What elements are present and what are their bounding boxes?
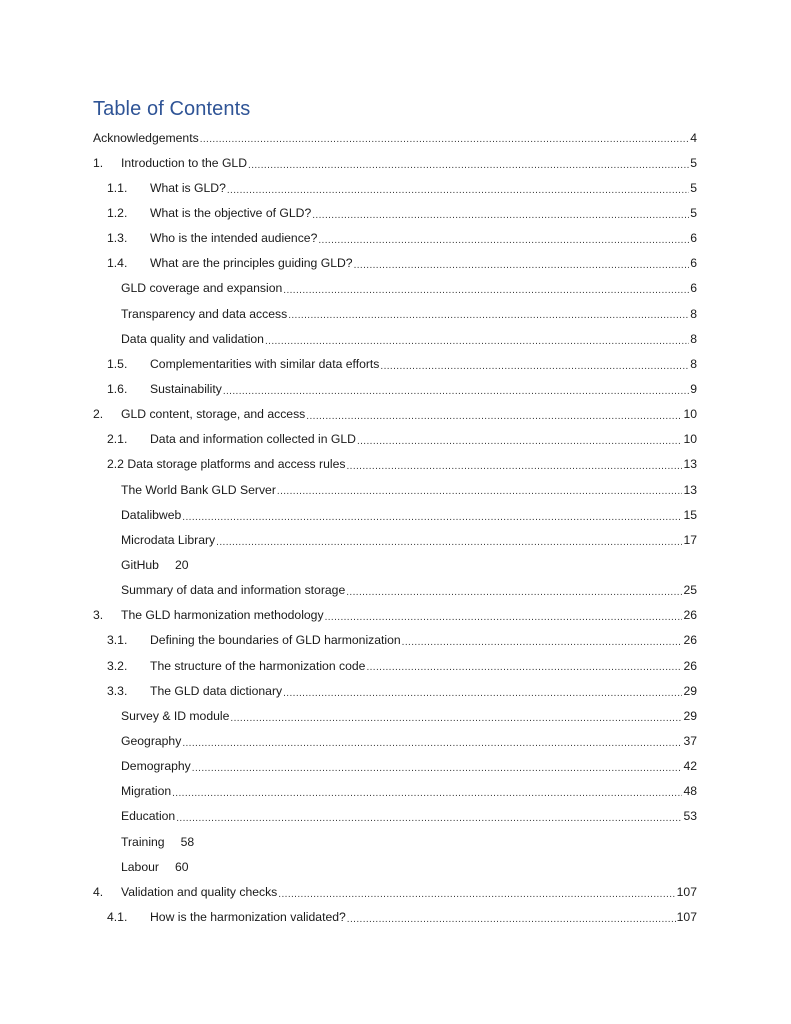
toc-entry-title: Geography <box>121 733 182 748</box>
dot-leader <box>192 761 683 773</box>
dot-leader <box>223 384 689 396</box>
toc-entry[interactable] <box>93 628 697 653</box>
dot-leader <box>182 736 682 748</box>
dot-leader <box>278 887 675 899</box>
toc-entry-title: Datalibweb <box>121 507 182 522</box>
toc-entry-page-number: 26 <box>683 608 697 623</box>
toc-entry-title: Education <box>121 809 176 824</box>
toc-entry[interactable] <box>93 728 697 753</box>
toc-entry-page-number: 4 <box>690 130 697 145</box>
toc-entry[interactable] <box>93 804 697 829</box>
toc-entry-title: Survey & ID module <box>121 708 230 723</box>
dot-leader <box>346 585 682 597</box>
toc-entry-number: 2. <box>93 407 104 422</box>
toc-entry[interactable] <box>93 175 697 200</box>
toc-entry-page-number: 26 <box>683 658 697 673</box>
toc-entry-title: Introduction to the GLD <box>121 155 248 170</box>
dot-leader <box>306 409 682 421</box>
toc-entry-title: Defining the boundaries of GLD harmonization <box>150 633 401 648</box>
toc-entry-number: 3.3. <box>107 683 128 698</box>
toc-entry[interactable] <box>93 301 697 326</box>
toc-entry[interactable] <box>93 653 697 678</box>
toc-entry-title: GLD coverage and expansion <box>121 281 283 296</box>
toc-entry-title: What are the principles guiding GLD? <box>150 256 353 271</box>
dot-leader <box>357 434 682 446</box>
toc-entry[interactable] <box>93 351 697 376</box>
toc-entry[interactable] <box>93 603 697 628</box>
toc-entry-page-number: 5 <box>690 205 697 220</box>
toc-entry[interactable] <box>93 829 697 854</box>
dot-leader <box>346 459 682 471</box>
toc-entry-page-number: 5 <box>690 180 697 195</box>
toc-entry[interactable] <box>93 427 697 452</box>
toc-entry-page-number: 60 <box>174 859 189 874</box>
toc-entry[interactable] <box>93 125 697 150</box>
toc-entry-title: What is the objective of GLD? <box>150 205 312 220</box>
toc-entry-title: Validation and quality checks <box>121 884 278 899</box>
dot-leader <box>402 635 683 647</box>
toc-entry[interactable] <box>93 703 697 728</box>
toc-entry-title: Demography <box>121 759 191 774</box>
toc-entry-title: Acknowledgements <box>93 130 199 145</box>
toc-entry-page-number: 26 <box>683 633 697 648</box>
toc-entry-page-number: 9 <box>690 381 697 396</box>
toc-entry-page-number: 29 <box>683 683 697 698</box>
toc-entry-title: 2.2 Data storage platforms and access rules <box>107 457 346 472</box>
toc-entry[interactable] <box>93 502 697 527</box>
dot-leader <box>216 535 682 547</box>
toc-entry[interactable] <box>93 251 697 276</box>
toc-entry-title: Complementarities with similar data efforts <box>150 356 380 371</box>
toc-entry-number: 4. <box>93 884 104 899</box>
dot-leader <box>230 711 682 723</box>
toc-entry-title: Training <box>121 834 165 849</box>
toc-entry-page-number: 13 <box>683 457 697 472</box>
toc-entry-page-number: 29 <box>683 708 697 723</box>
toc-entry-title: The structure of the harmonization code <box>150 658 366 673</box>
dot-leader <box>248 158 689 170</box>
dot-leader <box>325 610 683 622</box>
toc-entry-page-number: 13 <box>683 482 697 497</box>
toc-entry[interactable] <box>93 552 697 577</box>
toc-entry-page-number: 8 <box>690 306 697 321</box>
toc-entry[interactable] <box>93 527 697 552</box>
toc-entry[interactable] <box>93 879 697 904</box>
toc-entry-number: 4.1. <box>107 909 128 924</box>
dot-leader <box>354 258 690 270</box>
toc-entry[interactable] <box>93 276 697 301</box>
toc-entry-page-number: 10 <box>683 432 697 447</box>
toc-entry-page-number: 53 <box>683 809 697 824</box>
toc-entry-page-number: 15 <box>683 507 697 522</box>
toc-entry-title: Sustainability <box>150 381 222 396</box>
toc-entry[interactable] <box>93 452 697 477</box>
toc-entry[interactable] <box>93 200 697 225</box>
toc-entry[interactable] <box>93 779 697 804</box>
toc-entry-title: Migration <box>121 784 172 799</box>
toc-entry-page-number: 17 <box>683 532 697 547</box>
toc-entry-page-number: 8 <box>690 331 697 346</box>
toc-entry-page-number: 48 <box>683 784 697 799</box>
dot-leader <box>380 359 689 371</box>
toc-entry-number: 1.5. <box>107 356 128 371</box>
toc-entry-title: The GLD harmonization methodology <box>121 608 324 623</box>
dot-leader <box>283 283 689 295</box>
toc-entry-number: 1.3. <box>107 231 128 246</box>
toc-entry-title: The GLD data dictionary <box>150 683 283 698</box>
toc-entry-number: 1.1. <box>107 180 128 195</box>
toc-entry[interactable] <box>93 226 697 251</box>
dot-leader <box>312 208 689 220</box>
toc-entry-page-number: 25 <box>683 583 697 598</box>
toc-entry-number: 3. <box>93 608 104 623</box>
dot-leader <box>227 183 689 195</box>
toc-entry-number: 3.2. <box>107 658 128 673</box>
dot-leader <box>318 233 689 245</box>
toc-entry[interactable] <box>93 326 697 351</box>
dot-leader <box>366 660 682 672</box>
toc-entry-title: Summary of data and information storage <box>121 583 346 598</box>
toc-entry[interactable] <box>93 477 697 502</box>
toc-entry-page-number: 37 <box>683 733 697 748</box>
toc-entry-title: The World Bank GLD Server <box>121 482 276 497</box>
toc-entry[interactable] <box>93 578 697 603</box>
toc-entry-page-number: 5 <box>690 155 697 170</box>
toc-entry-page-number: 6 <box>690 256 697 271</box>
toc-entry[interactable] <box>93 376 697 401</box>
toc-entry-number: 1.2. <box>107 205 128 220</box>
toc-entry-title: How is the harmonization validated? <box>150 909 346 924</box>
toc-entry[interactable] <box>93 678 697 703</box>
toc-entry-title: Labour <box>121 859 159 874</box>
toc-entry-title: Data quality and validation <box>121 331 264 346</box>
dot-leader <box>283 686 682 698</box>
toc-entry-number: 1.4. <box>107 256 128 271</box>
table-of-contents <box>93 125 697 930</box>
dot-leader <box>288 308 689 320</box>
dot-leader <box>200 132 690 144</box>
toc-entry-page-number: 58 <box>180 834 195 849</box>
toc-entry-page-number: 20 <box>174 557 189 572</box>
toc-entry-page-number: 10 <box>683 407 697 422</box>
toc-entry-page-number: 6 <box>690 281 697 296</box>
toc-entry-page-number: 107 <box>676 884 697 899</box>
dot-leader <box>277 484 683 496</box>
toc-entry-number: 2.1. <box>107 432 128 447</box>
toc-entry-page-number: 42 <box>683 759 697 774</box>
toc-entry-page-number: 6 <box>690 231 697 246</box>
toc-entry[interactable] <box>93 904 697 929</box>
toc-entry-page-number: 8 <box>690 356 697 371</box>
toc-entry[interactable] <box>93 854 697 879</box>
dot-leader <box>265 334 689 346</box>
toc-entry-title: Microdata Library <box>121 532 216 547</box>
dot-leader <box>347 912 676 924</box>
toc-heading: Table of Contents <box>93 98 251 120</box>
toc-entry-title: GLD content, storage, and access <box>121 407 306 422</box>
toc-entry-page-number: 107 <box>676 909 697 924</box>
toc-entry-title: Who is the intended audience? <box>150 231 318 246</box>
toc-entry-number: 1. <box>93 155 104 170</box>
toc-entry-title: What is GLD? <box>150 180 226 195</box>
toc-entry-number: 3.1. <box>107 633 128 648</box>
toc-entry-number: 1.6. <box>107 381 128 396</box>
toc-entry[interactable] <box>93 402 697 427</box>
toc-entry-title: Transparency and data access <box>121 306 288 321</box>
toc-entry-title: Data and information collected in GLD <box>150 432 356 447</box>
toc-entry[interactable] <box>93 754 697 779</box>
toc-entry[interactable] <box>93 150 697 175</box>
toc-entry-title: GitHub <box>121 557 159 572</box>
dot-leader <box>176 811 682 823</box>
dot-leader <box>182 510 682 522</box>
dot-leader <box>172 786 682 798</box>
